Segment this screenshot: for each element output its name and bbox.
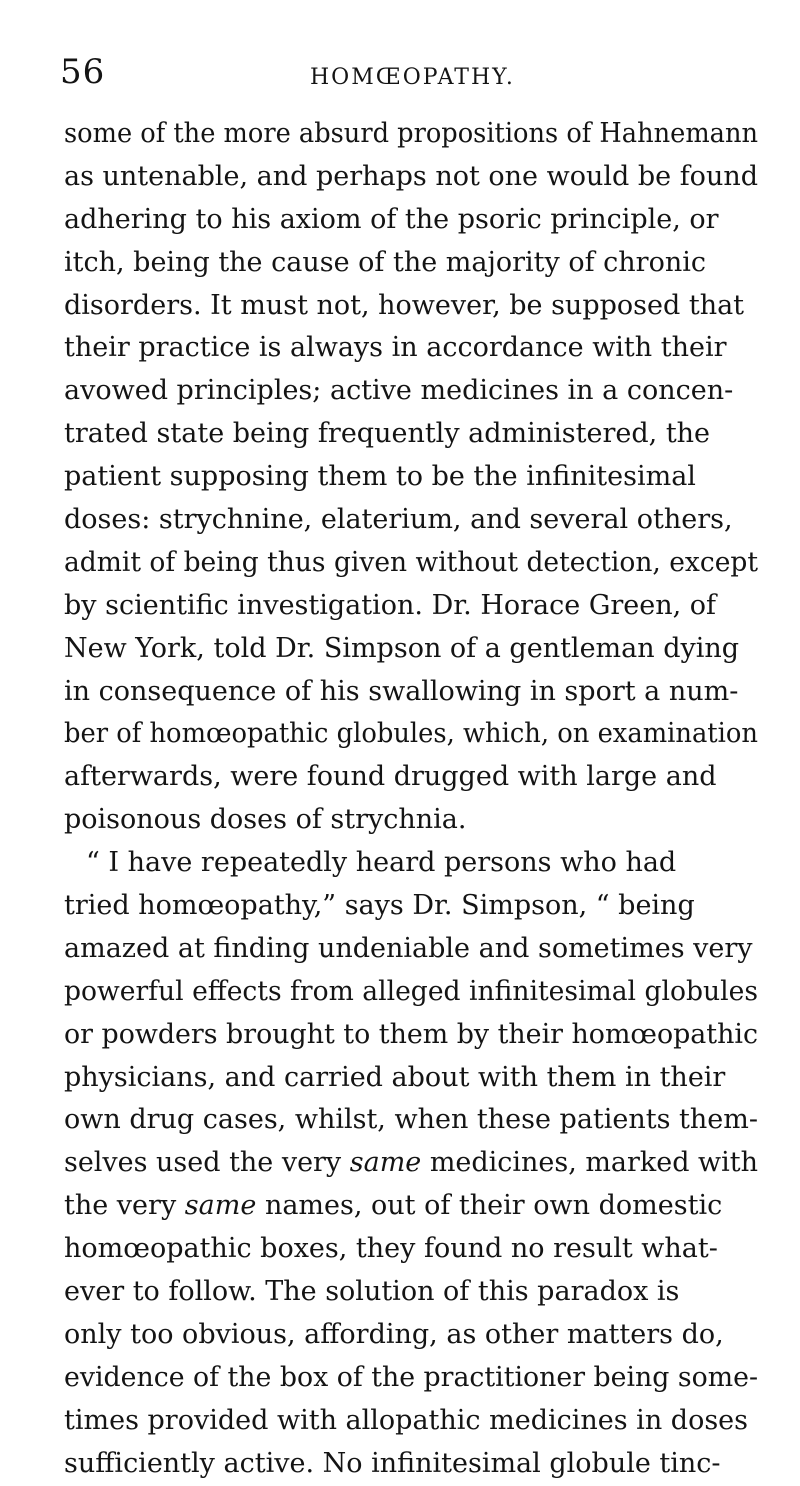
body-text [64, 113, 758, 1486]
text-line: doses: strychnine, elaterium, and several others, [64, 504, 733, 536]
text-line: evidence of the box of the practitioner being some- [64, 1361, 758, 1393]
text-line: only too obvious, affording, as other matters do, [64, 1318, 724, 1350]
text-line: ever to follow. The solution of this paradox is [64, 1276, 680, 1308]
text-line: patient supposing them to be the infinitesimal [64, 461, 696, 493]
text-line: itch, being the cause of the majority of chronic [64, 246, 706, 278]
text-line: ber of homœopathic globules, which, on examination [64, 718, 758, 750]
emphasis-same: same [349, 1147, 422, 1179]
text-line [64, 1142, 758, 1185]
text-line [64, 1185, 758, 1228]
text-line: physicians, and carried about with them in their [64, 1061, 726, 1093]
text-line: by scientific investigation. Dr. Horace Green, of [64, 589, 717, 621]
text-line: New York, told Dr. Simpson of a gentleman dying [64, 632, 740, 664]
text-line: their practice is always in accordance with their [64, 332, 727, 364]
text-line: afterwards, were found drugged with large and [64, 761, 717, 793]
running-head: HOMŒOPATHY. [310, 65, 515, 90]
text-line: amazed at finding undeniable and sometimes very [64, 932, 753, 964]
text-line: avowed principles; active medicines in a concen- [64, 375, 734, 407]
text-line: tried homœopathy,” says Dr. Simpson, “ being [64, 890, 695, 922]
text-segment: the very [64, 1190, 177, 1222]
text-segment: names, out of their own domestic [264, 1190, 723, 1222]
text-line: as untenable, and perhaps not one would be found [64, 160, 758, 192]
text-line: adhering to his axiom of the psoric principle, or [64, 203, 719, 235]
text-line: times provided with allopathic medicines in doses [64, 1404, 749, 1436]
text-line: admit of being thus given without detection, except [64, 546, 758, 578]
text-segment: selves used the very [64, 1147, 342, 1179]
emphasis-same: same [184, 1190, 257, 1222]
text-line: “ I have repeatedly heard persons who had [86, 847, 677, 879]
text-line: or powders brought to them by their homœopathic [64, 1018, 758, 1050]
text-line: poisonous doses of strychnia. [64, 804, 467, 836]
page-header [60, 52, 750, 92]
text-line: powerful effects from alleged infinitesimal globules [64, 975, 758, 1007]
text-line: homœopathic boxes, they found no result what- [64, 1233, 718, 1265]
text-line: own drug cases, whilst, when these patients them- [64, 1104, 758, 1136]
text-line: sufficiently active. No infinitesimal globule tinc- [64, 1447, 721, 1479]
text-line: disorders. It must not, however, be supposed that [64, 289, 745, 321]
text-line: some of the more absurd propositions of Hahnemann [64, 118, 758, 149]
text-line: trated state being frequently administered, the [64, 418, 711, 450]
text-line: in consequence of his swallowing in sport a num- [64, 675, 739, 707]
text-segment: medicines, marked with [429, 1147, 758, 1179]
page-number: 56 [60, 52, 106, 92]
